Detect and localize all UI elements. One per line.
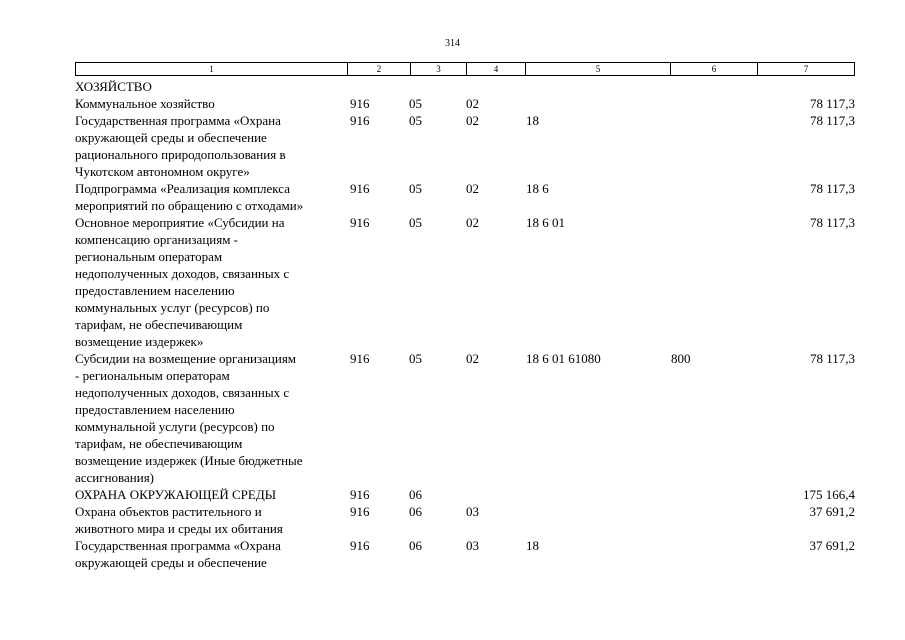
row-col-7: 78 117,3 <box>809 96 855 111</box>
row-col-3: 05 <box>409 215 422 230</box>
row-col-6: 800 <box>671 351 691 366</box>
row-col-3: 05 <box>409 351 422 366</box>
row-name: Государственная программа «Охрана окружающей среды и обеспечение рационального природопользования в Чукотском автономном округе» <box>75 113 286 179</box>
row-col-3: 06 <box>409 487 422 502</box>
row-col-3: 05 <box>409 113 422 128</box>
header-col-6: 6 <box>671 63 758 75</box>
row-col-2: 916 <box>350 504 370 519</box>
row-name: Государственная программа «Охрана окружающей среды и обеспечение <box>75 538 281 570</box>
row-col-7: 37 691,2 <box>809 538 855 553</box>
row-col-2: 916 <box>350 487 370 502</box>
table-row <box>75 503 855 537</box>
row-col-5: 18 <box>526 113 539 128</box>
row-col-5: 18 <box>526 538 539 553</box>
table-row <box>75 112 855 180</box>
row-col-2: 916 <box>350 113 370 128</box>
row-col-7: 78 117,3 <box>809 113 855 128</box>
row-col-7: 37 691,2 <box>809 504 855 519</box>
row-col-2: 916 <box>350 96 370 111</box>
row-col-2: 916 <box>350 215 370 230</box>
table-body <box>75 78 855 571</box>
row-name: Субсидии на возмещение организациям - региональным операторам недополученных доходов, связанных с предоставлением населению коммунальной услуги (ресурсов) по тарифам, не обеспечивающим возмещение издержек (Иные бюджетные ассигнования) <box>75 351 303 485</box>
header-col-3: 3 <box>411 63 467 75</box>
row-col-3: 05 <box>409 181 422 196</box>
row-col-7: 78 117,3 <box>809 215 855 230</box>
row-col-7: 175 166,4 <box>803 487 855 502</box>
header-col-7: 7 <box>803 64 809 74</box>
row-col-4: 02 <box>466 181 479 196</box>
table-row <box>75 537 855 571</box>
row-col-5: 18 6 01 <box>526 215 565 230</box>
header-col-1: 1 <box>76 63 348 75</box>
row-col-3: 06 <box>409 538 422 553</box>
page-number: 314 <box>445 38 460 49</box>
row-col-3: 05 <box>409 96 422 111</box>
row-col-4: 02 <box>466 351 479 366</box>
row-col-5: 18 6 01 61080 <box>526 351 601 366</box>
table-row <box>75 214 855 350</box>
row-col-4: 02 <box>466 215 479 230</box>
row-name: Подпрограмма «Реализация комплекса мероприятий по обращению с отходами» <box>75 181 304 213</box>
row-name: Основное мероприятие «Субсидии на компенсацию организациям - региональным операторам недополученных доходов, связанных с предоставлением населению коммунальных услуг (ресурсов) по тарифам, не обеспечивающим возмещение издержек» <box>75 215 290 349</box>
header-col-2: 2 <box>348 63 411 75</box>
row-name: Охрана объектов растительного и животного мира и среды их обитания <box>75 504 283 536</box>
row-col-4: 03 <box>466 538 479 553</box>
row-name: ОХРАНА ОКРУЖАЮЩЕЙ СРЕДЫ <box>75 487 277 502</box>
table-header <box>75 62 855 76</box>
row-col-2: 916 <box>350 181 370 196</box>
table-row <box>75 78 855 95</box>
row-col-4: 02 <box>466 113 479 128</box>
table-row <box>75 180 855 214</box>
table-row <box>75 350 855 486</box>
row-col-3: 06 <box>409 504 422 519</box>
row-col-4: 03 <box>466 504 479 519</box>
row-name: ХОЗЯЙСТВО <box>75 79 152 94</box>
row-col-4: 02 <box>466 96 479 111</box>
row-col-5: 18 6 <box>526 181 549 196</box>
row-col-7: 78 117,3 <box>809 181 855 196</box>
row-col-7: 78 117,3 <box>809 351 855 366</box>
header-col-4: 4 <box>467 63 526 75</box>
row-name: Коммунальное хозяйство <box>75 96 215 111</box>
table-row <box>75 95 855 112</box>
row-col-2: 916 <box>350 538 370 553</box>
row-col-2: 916 <box>350 351 370 366</box>
header-col-5: 5 <box>526 63 671 75</box>
table-row <box>75 486 855 503</box>
